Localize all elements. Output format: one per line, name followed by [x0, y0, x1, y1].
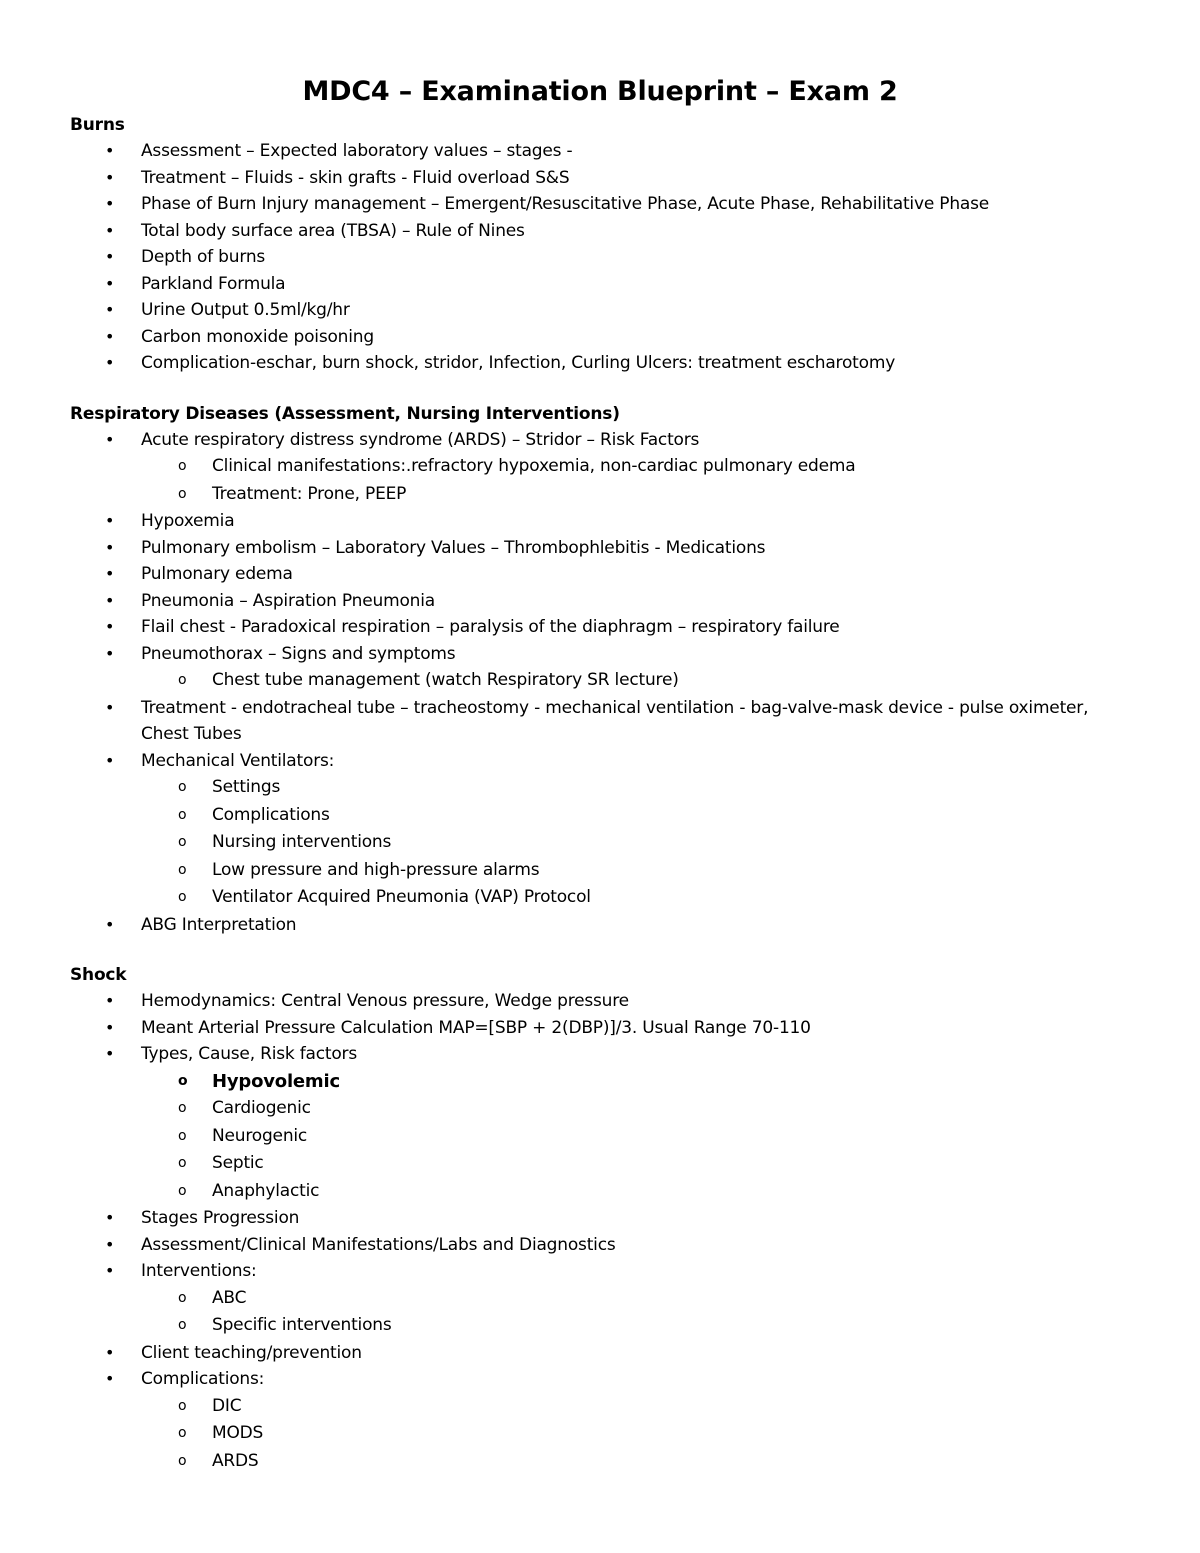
sub-list-item	[141, 857, 1130, 885]
section-respiratory	[70, 403, 1130, 939]
bullet-icon: •	[105, 1261, 115, 1280]
bullet-icon: •	[105, 590, 115, 610]
sub-list-item-text: Cardiogenic	[212, 1098, 311, 1118]
sub-list-item-text: Ventilator Acquired Pneumonia (VAP) Protocol	[212, 887, 591, 907]
sub-bullet-icon: o	[178, 1397, 187, 1414]
sub-bullet-icon: o	[178, 672, 187, 688]
sub-bullet-icon: o	[178, 1155, 187, 1171]
bullet-icon: •	[105, 1044, 115, 1063]
sub-list-item-text: Chest tube management (watch Respiratory SR lecture)	[212, 670, 679, 690]
sub-list-item	[141, 667, 1130, 695]
sub-list-item-text: Nursing interventions	[212, 832, 392, 852]
sub-bullet-icon: o	[178, 779, 187, 795]
bullet-icon: •	[105, 194, 115, 213]
list-item-text: Pulmonary embolism – Laboratory Values – Thrombophlebitis - Medications	[141, 537, 766, 558]
list-item-text: Assessment – Expected laboratory values – stages -	[141, 141, 573, 161]
list-item	[70, 191, 1130, 218]
list-item-text: Flail chest - Paradoxical respiration – paralysis of the diaphragm – respiratory failure	[141, 617, 840, 637]
sub-bullet-icon: o	[178, 1127, 187, 1144]
list-item-text: Mechanical Ventilators:	[141, 750, 335, 771]
sub-bullet-icon: o	[178, 1452, 187, 1469]
sub-bullet-icon: o	[178, 806, 187, 823]
sub-bullet-icon: o	[178, 1289, 187, 1306]
list-item	[70, 427, 1130, 509]
sub-list-item-text: ARDS	[212, 1450, 259, 1471]
sub-list-item	[141, 1068, 1130, 1096]
bullet-icon: •	[105, 220, 115, 240]
sub-list-item-text: Treatment: Prone, PEEP	[212, 483, 407, 504]
list-item	[70, 695, 1130, 748]
list-item-text: Types, Cause, Risk factors	[141, 1044, 357, 1064]
list-item	[70, 1015, 1130, 1042]
ventilators-sublist	[141, 774, 1130, 912]
list-item-text: Acute respiratory distress syndrome (ARDS) – Stridor – Risk Factors	[141, 429, 700, 450]
section-burns	[70, 114, 1130, 377]
list-item-text: Treatment - endotracheal tube – tracheostomy - mechanical ventilation - bag-valve-mask device - pulse oximeter, Chest Tubes	[141, 697, 1089, 744]
complications-sublist	[141, 1393, 1130, 1476]
bullet-icon: •	[105, 697, 115, 717]
bullet-icon: •	[105, 1369, 115, 1388]
list-item	[70, 297, 1130, 324]
sub-list-item	[141, 1150, 1130, 1178]
burns-list	[70, 138, 1130, 377]
list-item-text: Hypoxemia	[141, 511, 235, 531]
sub-list-item	[141, 481, 1130, 509]
list-item	[70, 748, 1130, 912]
document-title: MDC4 – Examination Blueprint – Exam 2	[302, 76, 898, 107]
list-item-text: Pneumonia – Aspiration Pneumonia	[141, 590, 435, 611]
sub-list-item	[141, 774, 1130, 802]
list-item	[70, 324, 1130, 351]
bullet-icon: •	[105, 511, 115, 530]
sub-list-item-text: ABC	[212, 1287, 247, 1308]
list-item-text: Complications:	[141, 1369, 265, 1389]
list-item-text: Complication-eschar, burn shock, stridor, Infection, Curling Ulcers: treatment escharotomy	[141, 353, 896, 373]
sub-list-item-text: Complications	[212, 804, 330, 825]
bullet-icon: •	[105, 617, 115, 636]
list-item-text: Hemodynamics: Central Venous pressure, Wedge pressure	[141, 991, 629, 1011]
list-item	[70, 508, 1130, 535]
list-item	[70, 641, 1130, 695]
sub-list-item	[141, 829, 1130, 857]
bullet-icon: •	[105, 1208, 115, 1227]
list-item	[70, 138, 1130, 165]
respiratory-list	[70, 427, 1130, 939]
sub-list-item	[141, 1123, 1130, 1151]
sub-list-item	[141, 1178, 1130, 1206]
list-item-text: Total body surface area (TBSA) – Rule of Nines	[141, 220, 525, 241]
list-item	[70, 588, 1130, 615]
shock-list	[70, 988, 1130, 1475]
list-item	[70, 1258, 1130, 1340]
list-item	[70, 1366, 1130, 1475]
shock-types-sublist	[141, 1068, 1130, 1206]
sub-bullet-icon: o	[178, 1100, 187, 1116]
sub-list-item-text: Settings	[212, 777, 281, 797]
interventions-sublist	[141, 1285, 1130, 1340]
list-item	[70, 614, 1130, 641]
bullet-icon: •	[105, 991, 115, 1010]
list-item	[70, 912, 1130, 939]
sub-list-item-text: DIC	[212, 1395, 242, 1416]
sub-list-item-text: Anaphylactic	[212, 1180, 320, 1201]
sub-list-item-text: Specific interventions	[212, 1315, 392, 1335]
list-item-text: Parkland Formula	[141, 273, 286, 294]
bullet-icon: •	[105, 643, 115, 663]
bullet-icon: •	[105, 141, 115, 160]
list-item-text: Pneumothorax – Signs and symptoms	[141, 643, 456, 664]
list-item-text: Meant Arterial Pressure Calculation MAP=[SBP + 2(DBP)]/3. Usual Range 70-110	[141, 1017, 811, 1038]
list-item	[70, 165, 1130, 192]
list-item-text: Carbon monoxide poisoning	[141, 326, 374, 347]
list-item-text: Interventions:	[141, 1261, 257, 1281]
list-item	[70, 218, 1130, 245]
pneumothorax-sublist	[141, 667, 1130, 695]
list-item	[70, 561, 1130, 588]
list-item	[70, 1041, 1130, 1205]
bullet-icon: •	[105, 1234, 115, 1254]
list-item	[70, 535, 1130, 562]
list-item-text: Assessment/Clinical Manifestations/Labs and Diagnostics	[141, 1234, 616, 1255]
bullet-icon: •	[105, 537, 115, 557]
sub-list-item	[141, 453, 1130, 481]
bullet-icon: •	[105, 564, 115, 583]
bullet-icon: •	[105, 273, 115, 293]
section-heading-burns: Burns	[70, 115, 125, 135]
sub-list-item	[141, 802, 1130, 830]
list-item-text: Stages Progression	[141, 1208, 300, 1228]
sub-list-item-text: Clinical manifestations:.refractory hypoxemia, non-cardiac pulmonary edema	[212, 456, 856, 476]
sub-bullet-icon: o	[178, 1182, 187, 1199]
bullet-icon: •	[105, 247, 115, 266]
bullet-icon: •	[105, 1342, 115, 1362]
sub-bullet-icon: o	[178, 1072, 188, 1089]
bullet-icon: •	[105, 914, 115, 934]
list-item-text: Client teaching/prevention	[141, 1342, 362, 1363]
section-heading-shock: Shock	[70, 965, 127, 985]
sub-bullet-icon: o	[178, 485, 187, 502]
sub-list-item	[141, 1312, 1130, 1340]
sub-bullet-icon: o	[178, 1317, 187, 1333]
ards-sublist	[141, 453, 1130, 508]
sub-bullet-icon: o	[178, 834, 187, 850]
list-item-text: Treatment – Fluids - skin grafts - Fluid overload S&S	[141, 167, 570, 188]
list-item	[70, 1205, 1130, 1232]
list-item	[70, 244, 1130, 271]
bullet-icon: •	[105, 353, 115, 372]
section-shock	[70, 964, 1130, 1475]
bullet-icon: •	[105, 300, 115, 319]
list-item	[70, 350, 1130, 377]
sub-list-item	[141, 1393, 1130, 1421]
sub-list-item	[141, 884, 1130, 912]
sub-list-item	[141, 1420, 1130, 1448]
list-item	[70, 271, 1130, 298]
list-item-text: ABG Interpretation	[141, 914, 297, 935]
bullet-icon: •	[105, 167, 115, 187]
sub-list-item-text: Neurogenic	[212, 1125, 308, 1146]
sub-bullet-icon: o	[178, 458, 187, 474]
sub-list-item	[141, 1095, 1130, 1123]
bullet-icon: •	[105, 429, 115, 449]
sub-list-item-text: MODS	[212, 1423, 264, 1443]
sub-bullet-icon: o	[178, 861, 187, 878]
sub-list-item-text: Hypovolemic	[212, 1070, 340, 1092]
sub-list-item-text: Septic	[212, 1153, 264, 1173]
list-item	[70, 988, 1130, 1015]
section-heading-respiratory: Respiratory Diseases (Assessment, Nursing Interventions)	[70, 403, 620, 424]
sub-list-item	[141, 1285, 1130, 1313]
sub-bullet-icon: o	[178, 889, 187, 905]
list-item-text: Phase of Burn Injury management – Emergent/Resuscitative Phase, Acute Phase, Rehabilitative Phase	[141, 194, 990, 214]
list-item-text: Pulmonary edema	[141, 564, 293, 584]
bullet-icon: •	[105, 750, 115, 770]
sub-list-item-text: Low pressure and high-pressure alarms	[212, 859, 540, 880]
list-item-text: Urine Output 0.5ml/kg/hr	[141, 300, 350, 320]
list-item	[70, 1232, 1130, 1259]
list-item-text: Depth of burns	[141, 247, 266, 267]
sub-bullet-icon: o	[178, 1425, 187, 1441]
bullet-icon: •	[105, 1017, 115, 1037]
sub-list-item	[141, 1448, 1130, 1476]
bullet-icon: •	[105, 326, 115, 346]
list-item	[70, 1340, 1130, 1367]
